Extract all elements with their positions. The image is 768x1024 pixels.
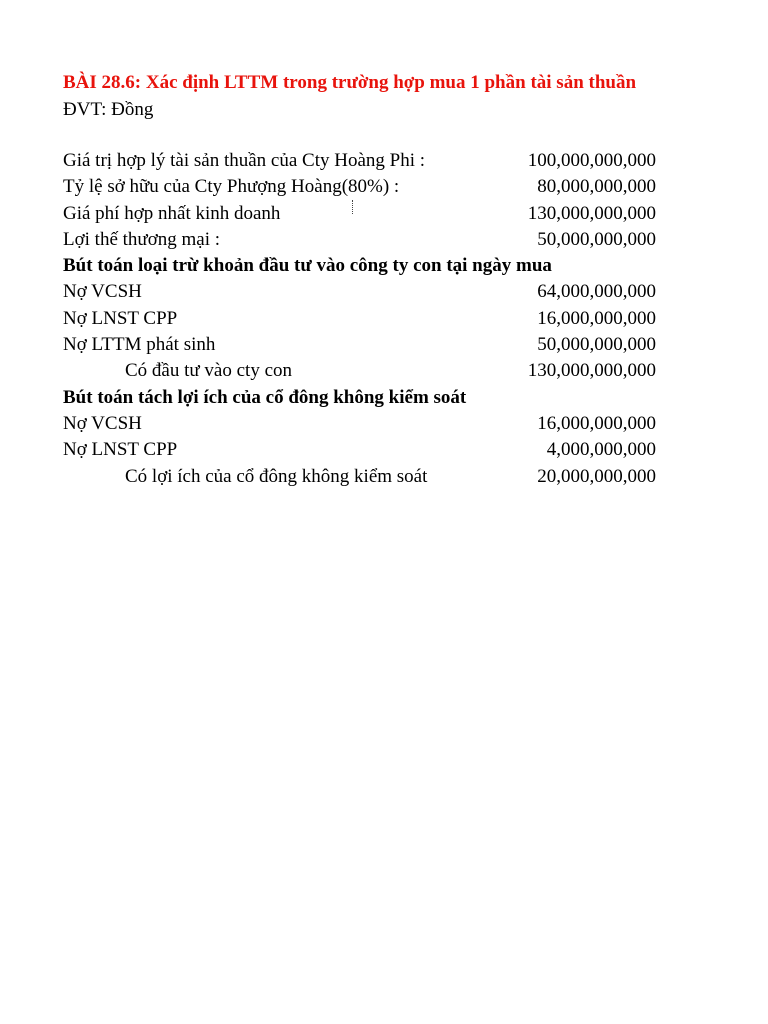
- row-credit-investment: [0, 358, 768, 384]
- row-consolidation-cost: [0, 201, 768, 227]
- row-amount: 50,000,000,000: [537, 228, 656, 250]
- row-label: Nợ VCSH: [63, 281, 142, 303]
- row-amount: 20,000,000,000: [537, 465, 656, 487]
- section-heading: Bút toán tách lợi ích của cổ đông không kiểm soát: [63, 386, 467, 408]
- row-amount: 80,000,000,000: [537, 176, 656, 198]
- section-heading: Bút toán loại trừ khoản đầu tư vào công ty con tại ngày mua: [63, 255, 552, 277]
- row-amount: 64,000,000,000: [537, 281, 656, 303]
- row-label: Nợ LTTM phát sinh: [63, 334, 216, 356]
- row-credit-nci: [0, 464, 768, 490]
- row-debit-retained-earnings: [0, 306, 768, 332]
- row-debit-equity-nci: [0, 411, 768, 437]
- row-amount: 50,000,000,000: [537, 334, 656, 356]
- exercise-title: BÀI 28.6: Xác định LTTM trong trường hợp mua 1 phần tài sản thuần: [63, 72, 637, 93]
- row-debit-equity: [0, 279, 768, 305]
- row-amount: 16,000,000,000: [537, 307, 656, 329]
- row-debit-goodwill: [0, 332, 768, 358]
- section-heading-nci-entry: [0, 385, 768, 411]
- row-label: Lợi thế thương mại :: [63, 228, 221, 250]
- row-label: Nợ LNST CPP: [63, 307, 178, 329]
- row-label: Tỷ lệ sở hữu của Cty Phượng Hoàng(80%) :: [63, 176, 400, 198]
- row-ownership-ratio: [0, 174, 768, 200]
- section-heading-elimination-entry: [0, 253, 768, 279]
- row-amount: 100,000,000,000: [527, 150, 656, 171]
- row-label: Giá phí hợp nhất kinh doanh: [63, 202, 281, 224]
- row-amount: 16,000,000,000: [537, 412, 656, 434]
- row-label: Có lợi ích của cổ đông không kiểm soát: [125, 465, 428, 487]
- row-amount: 130,000,000,000: [527, 360, 656, 382]
- row-label: Có đầu tư vào cty con: [125, 360, 293, 382]
- row-label: Nợ LNST CPP: [63, 439, 178, 461]
- row-label: Giá trị hợp lý tài sản thuần của Cty Hoàng Phi :: [63, 150, 426, 171]
- row-debit-retained-earnings-nci: [0, 437, 768, 463]
- currency-unit: ĐVT: Đồng: [63, 99, 154, 120]
- row-amount: 130,000,000,000: [527, 202, 656, 224]
- row-amount: 4,000,000,000: [546, 439, 656, 461]
- row-goodwill: [0, 227, 768, 253]
- row-fair-value-net-assets: [0, 148, 768, 174]
- ledger-rows: [0, 148, 768, 490]
- row-label: Nợ VCSH: [63, 412, 142, 434]
